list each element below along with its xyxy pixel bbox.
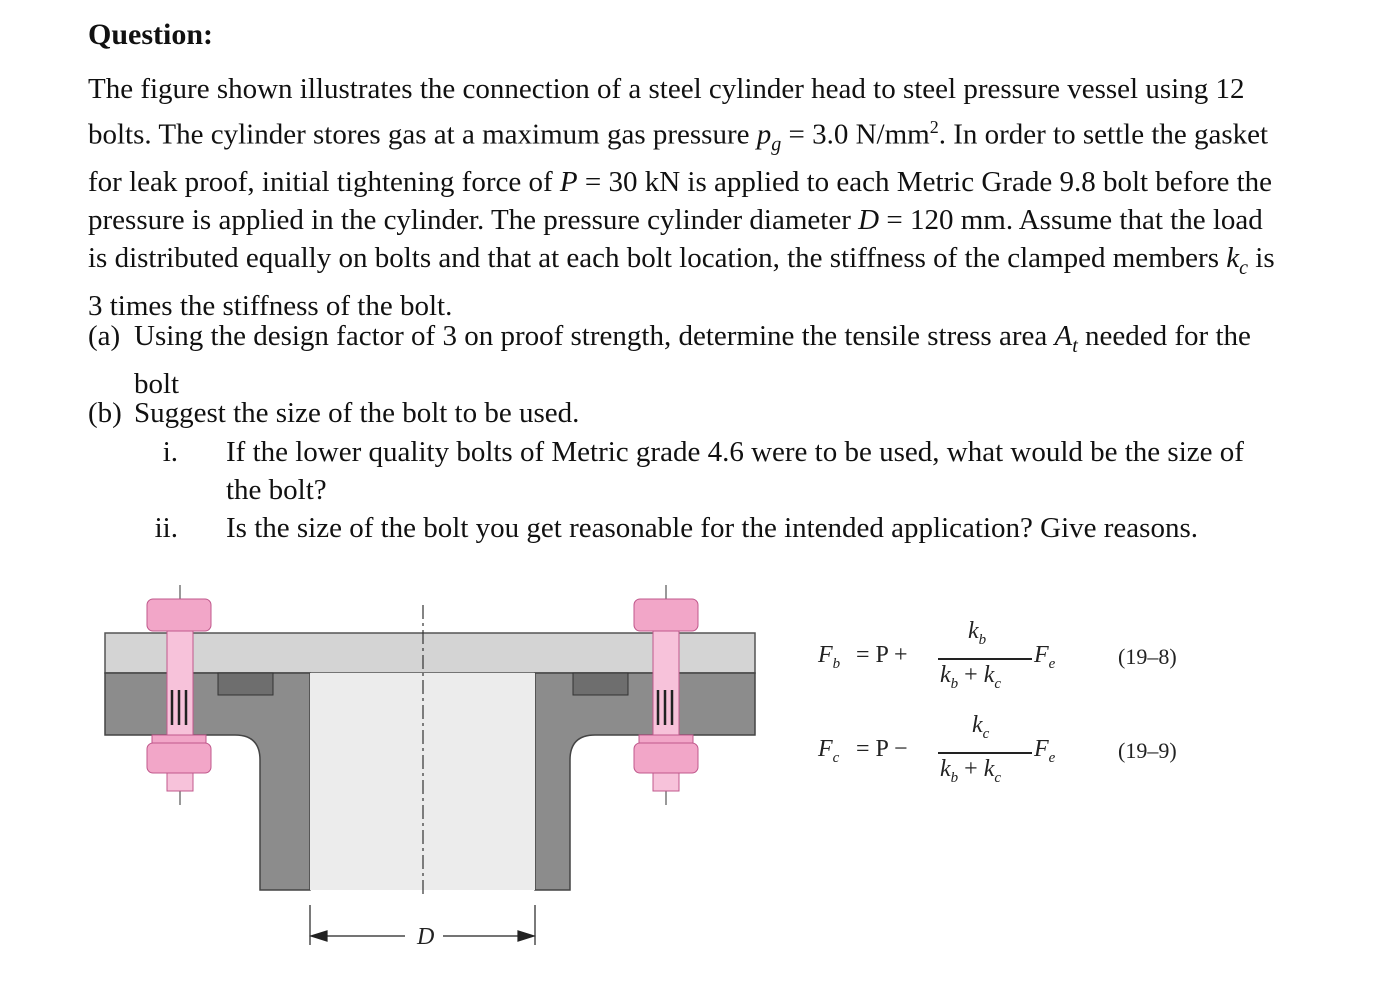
pressure-vessel-figure [95, 575, 775, 955]
part-b [88, 394, 1288, 432]
sub-item-number: ii. [154, 512, 178, 544]
equation-number: (19–8) [1118, 644, 1177, 669]
part-b-text: Suggest the size of the bolt to be used. [134, 397, 580, 429]
sub-item-text: If the lower quality bolts of Metric grade 4.6 were to be used, what would be the size of the bolt? [226, 436, 1244, 506]
question-heading: Question: [88, 18, 214, 51]
fraction-bar [938, 752, 1032, 754]
gasket-right [573, 673, 628, 695]
sub-item-number: i. [162, 436, 178, 468]
vessel-right-wall [535, 673, 755, 890]
equation-number: (19–9) [1118, 738, 1177, 763]
dimension-d-label: D [417, 924, 435, 950]
equation-19-8: $F_b$ = P + $k_b$ $k_b + k_c$ $F_e$ (19–8) [818, 618, 1177, 692]
problem-statement: The figure shown illustrates the connection of a steel cylinder head to steel pressure vessel using 12 bolts. The cylinder stores gas at a maximum gas pressure $p_g = 3.0$ $N/mm^2$. In order to settle the gasket for leak proof, initial tightening force of P = 30 kN is applied to each Metric Grade 9.8 bolt before the pressure is applied in the cylinder. The pressure cylinder diameter D = 120 mm. Assume that the load is distributed equally on bolts and that at each bolt location, the stiffness of the clamped members $k_c$ is 3 times the stiffness of the bolt. [88, 73, 1275, 323]
part-b-label: (b) [88, 397, 122, 429]
sub-item-text: Is the size of the bolt you get reasonable for the intended application? Give reasons. [226, 512, 1198, 544]
vessel-left-wall [105, 673, 310, 890]
part-a-text: Using the design factor of 3 on proof strength, determine the tensile stress area $A_t$ needed for the bolt [134, 320, 1251, 400]
fraction-bar [938, 658, 1032, 660]
gasket-left [218, 673, 273, 695]
part-a-label: (a) [88, 320, 121, 352]
equation-19-9: $F_c$ = P − $k_c$ $k_b + k_c$ $F_e$ (19–9) [818, 712, 1177, 786]
part-a [88, 317, 1288, 403]
